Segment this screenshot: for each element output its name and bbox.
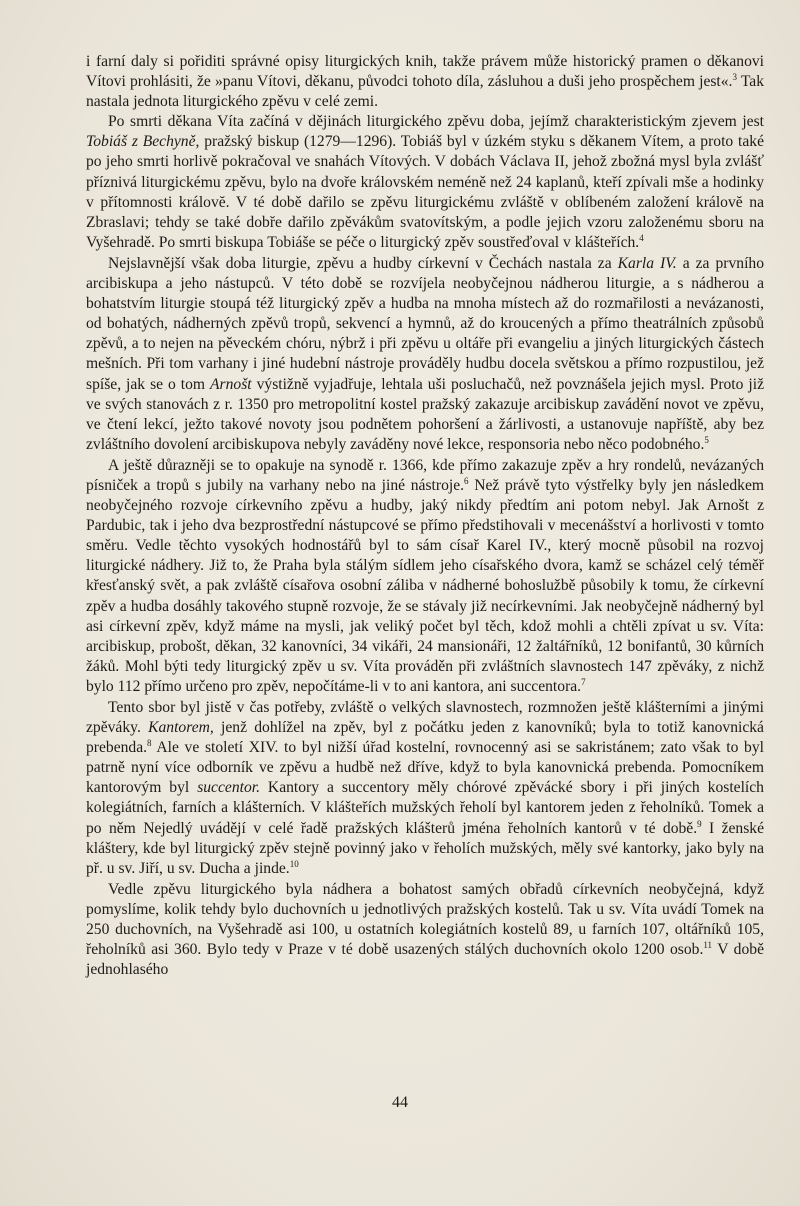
- text-run: I ženské kláštery, kde byl liturgický zpěv stejně povinný jako v řeholích mužských, měly své kantorky, jako byly na př. u sv. Jiří, u sv. Ducha a jinde.: [86, 819, 764, 877]
- text-run: Tak nastala jednota liturgického zpěvu v celé zemi.: [86, 73, 764, 111]
- text-run: jenž dohlížel na zpěv, byl z počátku jeden z kanovníků; byla to totiž kanovnická prebenda.: [86, 719, 764, 757]
- text-run: výstižně vyjadřuje, lehtala uši posluchačů, než povznášela jejich mysl. Proto již ve svých stanovách z r. 1350 pro metropolitní kostel pražský zakazuje arcibiskup zavádění novot ve zpěvu, ve čtení lekcí, ježto takové novoty jsou podnětem pohoršení a žárlivosti, a ustanovuje napříště, aby bez zvláštního dovolení arcibiskupova nebyly zaváděny nové lekce, responsoria nebo něco podobného.: [86, 375, 764, 453]
- italic-name: Arnošt: [210, 375, 252, 393]
- footnote-ref: 7: [581, 676, 586, 687]
- italic-name: Kantorem,: [148, 719, 214, 737]
- text-run: Ale ve století XIV. to byl nižší úřad kostelní, rovnocenný asi se sakristánem; zato však to byl patrně nyní více odborník ve zpěvu a hudbě než dříve, když to byla kanovnická prebenda. Pomocníkem kantorovým byl: [86, 739, 764, 797]
- footnote-ref: 4: [639, 232, 644, 243]
- italic-name: Tobiáš z Bechyně: [86, 133, 196, 151]
- footnote-ref: 9: [697, 818, 702, 829]
- footnote-ref: 10: [289, 858, 299, 869]
- footnote-ref: 5: [704, 434, 709, 445]
- italic-name: Karla IV.: [617, 254, 677, 272]
- paragraph: [86, 254, 764, 455]
- text-run: V době jednohlasého: [86, 941, 764, 979]
- text-run: , pražský biskup (1279—1296). Tobiáš byl v úzkém styku s děkanem Vítem, a proto také po jeho smrti horlivě pokračoval ve snahách Vítových. V dobách Václava II, jehož zbožná mysl byla zvlášť příznivá liturgickému zpěvu, bylo na dvoře královském neméně než 24 kaplanů, kteří zpívali mše a hodinky v přítomnosti královĕ. V té době dařilo se zpěvu liturgickému zvláště v oblíbeném založení královĕ na Zbraslavi; tehdy se také dobře dařilo zpěvákům svatovítským, a podle jejich vzoru založenému sboru na Vyšehradě. Po smrti biskupa Tobiáše se péče o liturgický zpěv soustřeďoval v klášteřích.: [86, 133, 765, 251]
- paragraph: [86, 880, 764, 980]
- footnote-ref: 11: [703, 940, 713, 951]
- text-run: i farní daly si pořiditi správné opisy liturgických knih, takže právem může historický pramen o děkanovi Vítovi prohlásiti, že »panu Vítovi, děkanu, původci tohoto díla, zásluhou a duši jeho prospěchem jest«.: [86, 53, 764, 91]
- body-text: [86, 52, 764, 980]
- italic-name: succentor.: [197, 779, 260, 797]
- paragraph: [86, 52, 764, 112]
- text-run: Po smrti děkana Víta začíná v dějinách liturgického zpěvu doba, jejímž charakteristickým zjevem jest: [108, 113, 764, 131]
- text-run: Kantory a succentory měly chórové zpěvácké sbory i při jiných kostelích kolegiátních, farních a klášterních. V klášteřích mužských řeholí byl kantorem jeden z řeholníků. Tomek a po něm Nejedlý uvádějí v celé řadě pražských klášterů jména řeholních kantorů v té době.: [86, 779, 764, 837]
- footnote-ref: 3: [732, 72, 737, 83]
- page-number: 44: [392, 1094, 408, 1111]
- footnote-ref: 8: [147, 738, 152, 749]
- text-run: Nejslavnější však doba liturgie, zpěvu a hudby církevní v Čechách nastala za: [108, 254, 618, 272]
- paragraph: [86, 698, 764, 879]
- text-run: Než právě tyto výstřelky byly jen následkem neobyčejného rozvoje církevního zpěvu a hudby, jaký nikdy předtím ani potom nebyl. Jak Arnošt z Pardubic, tak i jeho dva bezprostřední nástupcové se přímo předstihovali v mecenášství a horlivosti v tomto směru. Vedle těchto vysokých hodnostářů byl to sám císař Karel IV., který mocně působil na rozvoj liturgické nádhery. Již to, že Praha byla stálým sídlem jeho císařského dvora, kamž se scházel celý téměř křesťanský svět, a pak zvláště císařova osobní záliba v nádherné bohoslužbě působily k tomu, že církevní zpěv a hudba dosáhly takového stupně rozvoje, že se stávaly již necírkevními. Jak neobyčejně nádherný byl asi církevní zpěv, když máme na mysli, jak veliký počet byl těch, kdož mohli a chtěli zpívat u sv. Víta: arcibiskup, probošt, děkan, 32 kanovníci, 34 vikáři, 24 mansionáři, 12 žaltářníků, 12 bonifantů, 30 kůrních žáků. Mohl býti tedy liturgický zpěv u sv. Víta prováděn při zvláštních slavnostech 147 zpěváky, z nichž bylo 112 přímo určeno pro zpěv, nepočítáme-li v to ani kantora, ani succentora.: [86, 476, 764, 695]
- text-run: A ještě důrazněji se to opakuje na synodě r. 1366, kde přímo zakazuje zpěv a hry rondelů, nevázaných písniček a tropů s jubily na varhany nebo na jiné nástroje.: [86, 456, 764, 494]
- paragraph: [86, 456, 764, 697]
- text-run: Tento sbor byl jistě v čas potřeby, zvláště o velkých slavnostech, rozmnožen ještě klášterními a jinými zpěváky.: [86, 699, 764, 737]
- footnote-ref: 6: [464, 475, 469, 486]
- paragraph: [86, 112, 764, 253]
- text-run: a za prvního arcibiskupa a jeho nástupců. V této době se rozvíjela neobyčejnou nádherou liturgie, a s nádherou a bohatstvím liturgie stoupá též liturgický zpěv a hudba na mnoha místech až do rozmařilosti a nevázanosti, od bohatých, nádherných zpěvů tropů, sekvencí a hymnů, až do kroucených a přímo theatrálních způsobů zpěvů, a to nejen na pěveckém chóru, nýbrž i při zpěvu u oltáře při evangeliu a jiných liturgických částech mešních. Při tom varhany i jiné hudební nástroje prováděly hudbu docela světskou a přímo rozpustilou, jež spíše, jak se o tom: [86, 254, 765, 393]
- text-run: Vedle zpěvu liturgického byla nádhera a bohatost samých obřadů církevních neobyčejná, když pomyslíme, kolik tehdy bylo duchovních u jednotlivých pražských kostelů. Tak u sv. Víta uvádí Tomek na 250 duchovních, na Vyšehradě asi 100, u ostatních kolegiátních kostelů 89, u farních 107, oltářníků 105, řeholníků asi 360. Bylo tedy v Praze v té době usazených stálých duchovních okolo 1200 osob.: [86, 880, 764, 959]
